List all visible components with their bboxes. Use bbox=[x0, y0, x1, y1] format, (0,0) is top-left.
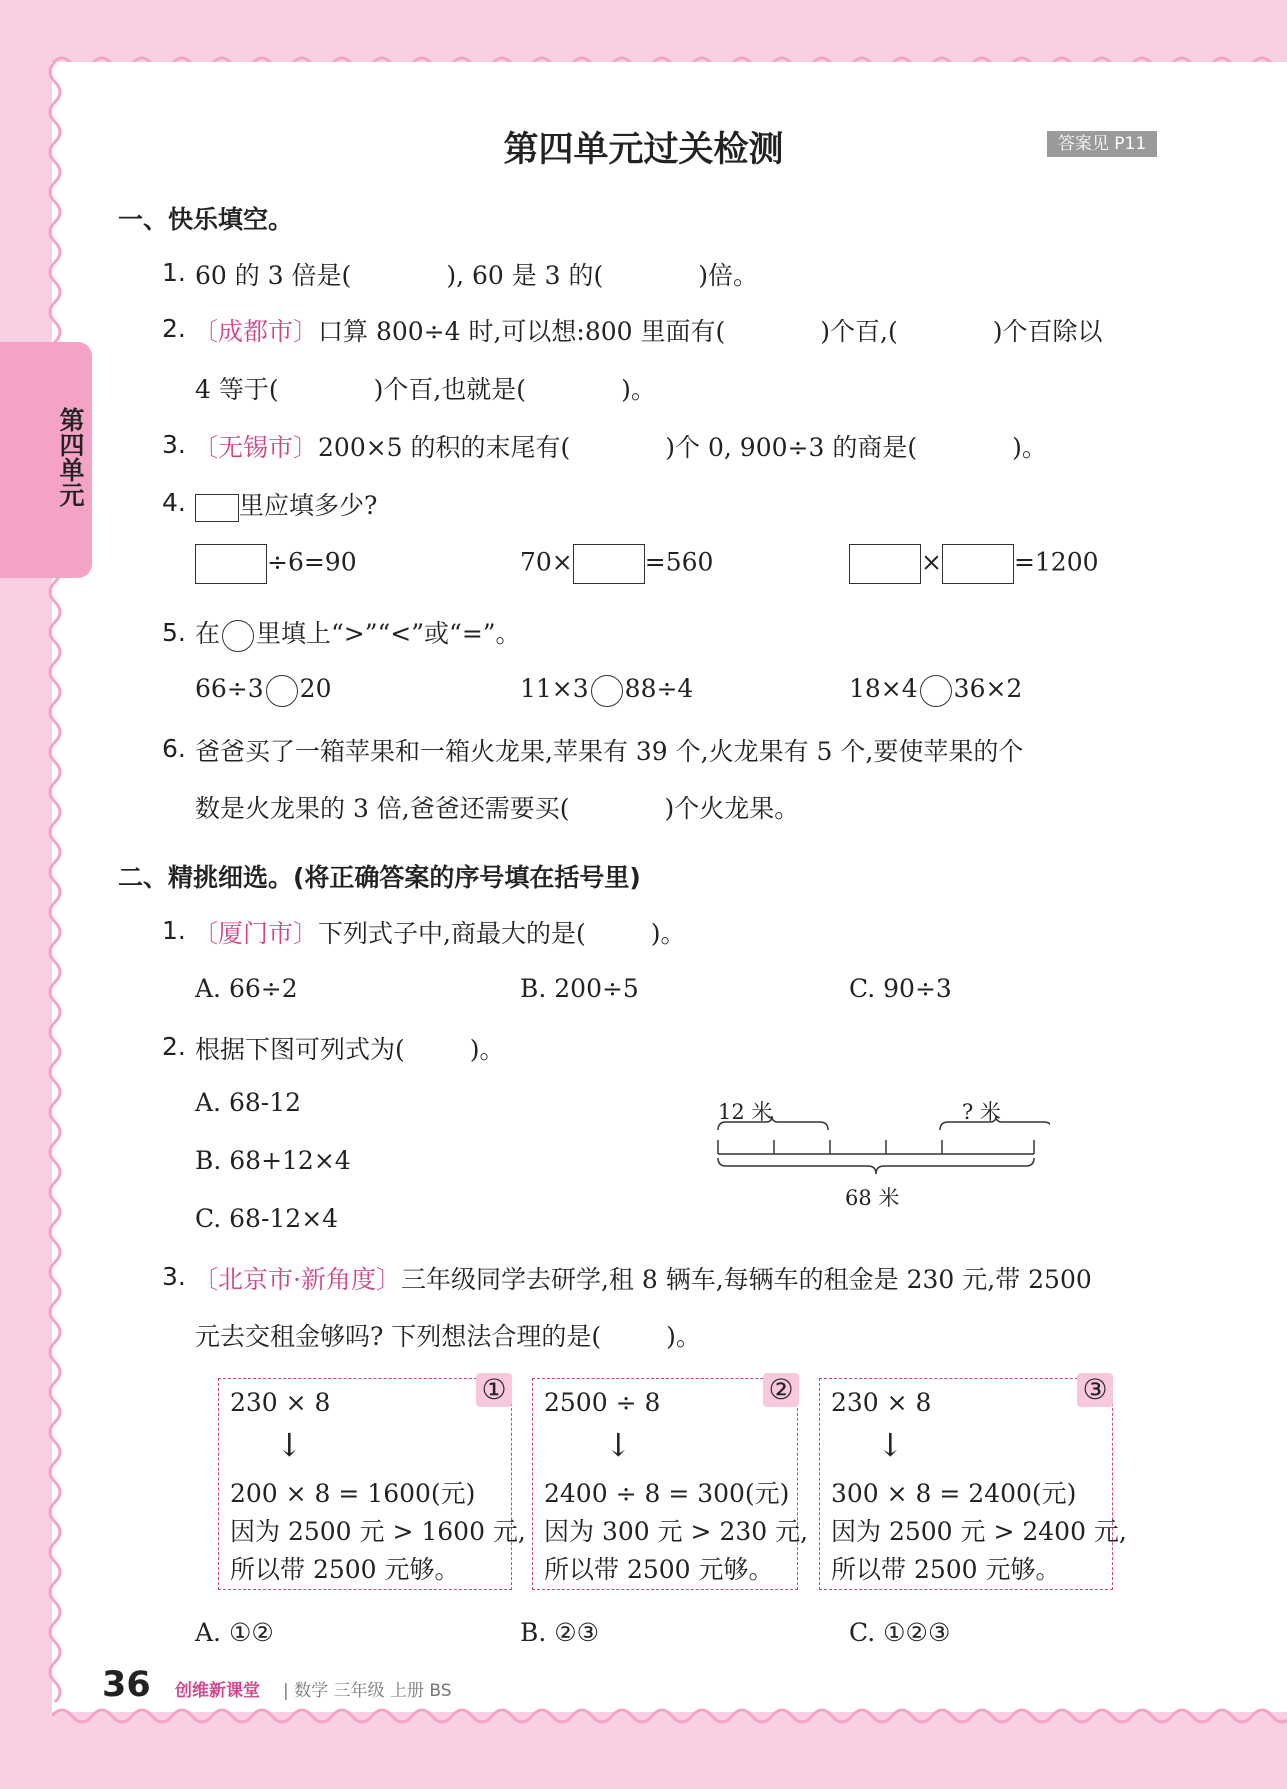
diagram-right-label: ? 米 bbox=[962, 1100, 1001, 1124]
s2-q3 bbox=[193, 1260, 1092, 1296]
compare-circle[interactable] bbox=[266, 675, 298, 707]
s2-q3-option-a[interactable]: A. ①② bbox=[195, 1618, 274, 1647]
box2-top: 2500 ÷ 8 bbox=[544, 1388, 661, 1417]
s1-q1 bbox=[195, 256, 758, 292]
arrow-down-icon: ↓ bbox=[877, 1426, 904, 1464]
s2-q3-line2 bbox=[195, 1317, 701, 1353]
s2-q3-line2-a: 元去交租金够吗? 下列想法合理的是( bbox=[195, 1322, 602, 1351]
unit-side-label: 第四单元 bbox=[59, 406, 85, 510]
s2-q2-option-c[interactable]: C. 68-12×4 bbox=[195, 1204, 339, 1233]
footer-subject-info: | 数学 三年级 上册 BS bbox=[283, 1681, 452, 1701]
box2-line1: 2400 ÷ 8 = 300(元) bbox=[544, 1479, 790, 1508]
q1-part1: 60 的 3 倍是( bbox=[195, 261, 352, 290]
box1-line3: 所以带 2500 元够。 bbox=[230, 1555, 460, 1584]
q2-part2: )个百,( bbox=[820, 317, 898, 346]
q6-number: 6. bbox=[162, 734, 186, 763]
q5-c2-left: 11×3 bbox=[520, 674, 589, 703]
s2-q1-part1: 下列式子中,商最大的是( bbox=[318, 919, 586, 948]
q2-line2-b: )个百,也就是( bbox=[373, 375, 527, 404]
s2-q2-option-a[interactable]: A. 68-12 bbox=[195, 1088, 302, 1117]
compare-circle[interactable] bbox=[591, 675, 623, 707]
arrow-down-icon: ↓ bbox=[605, 1426, 632, 1464]
q1-part3: )倍。 bbox=[698, 261, 759, 290]
s2-q3-part1: 三年级同学去研学,租 8 辆车,每辆车的租金是 230 元,带 2500 bbox=[400, 1265, 1092, 1294]
footer-brand: 创维新课堂 bbox=[175, 1681, 260, 1701]
s2-q2-part1: 根据下图可列式为( bbox=[195, 1035, 405, 1064]
s1-q6-line1: 爸爸买了一箱苹果和一箱火龙果,苹果有 39 个,火龙果有 5 个,要使苹果的个 bbox=[195, 737, 1024, 766]
diagram-total-label: 68 米 bbox=[845, 1186, 900, 1210]
diagram-left-label: 12 米 bbox=[718, 1100, 773, 1124]
section2-heading: 二、精挑细选。(将正确答案的序号填在括号里) bbox=[118, 863, 641, 892]
total-brace bbox=[718, 1158, 1034, 1174]
q4-expr3-b: =1200 bbox=[1013, 547, 1099, 577]
s2-q3-option-c[interactable]: C. ①②③ bbox=[849, 1618, 951, 1647]
box2-line2: 因为 300 元 > 230 元, bbox=[544, 1517, 809, 1546]
q4-expr3-a: × bbox=[921, 547, 942, 577]
q3-region-tag: 〔无锡市〕 bbox=[193, 433, 319, 462]
box3-top: 230 × 8 bbox=[831, 1388, 932, 1417]
bottom-wave-border bbox=[52, 1696, 1287, 1736]
s1-q4 bbox=[195, 486, 377, 522]
q5-c3-left: 18×4 bbox=[849, 674, 918, 703]
q4-expr2-a: 70× bbox=[520, 547, 573, 577]
s1-q3 bbox=[193, 428, 1047, 464]
s2-q1-option-a[interactable]: A. 66÷2 bbox=[195, 974, 298, 1003]
s2-q1-part2: )。 bbox=[650, 919, 686, 948]
answer-box[interactable] bbox=[195, 544, 267, 584]
s2-q3-region-tag: 〔北京市·新角度〕 bbox=[193, 1265, 401, 1294]
box1-top: 230 × 8 bbox=[230, 1388, 331, 1417]
s2-q2-option-b[interactable]: B. 68+12×4 bbox=[195, 1146, 351, 1175]
q3-number: 3. bbox=[162, 430, 186, 459]
box1-line1: 200 × 8 = 1600(元) bbox=[230, 1479, 476, 1508]
answer-box[interactable] bbox=[573, 544, 645, 584]
s2-q2-number: 2. bbox=[162, 1032, 186, 1061]
s2-q2-part2: )。 bbox=[469, 1035, 505, 1064]
box3-line1: 300 × 8 = 2400(元) bbox=[831, 1479, 1077, 1508]
q5-c2-right: 88÷4 bbox=[624, 674, 694, 703]
s2-q2 bbox=[195, 1030, 505, 1066]
s1-q2-line2 bbox=[195, 370, 656, 406]
arrow-down-icon: ↓ bbox=[276, 1426, 303, 1464]
answer-box[interactable] bbox=[849, 544, 921, 584]
blank-box-icon bbox=[195, 494, 239, 522]
q6-line2-b: )个火龙果。 bbox=[664, 794, 800, 823]
s2-q1-option-b[interactable]: B. 200÷5 bbox=[520, 974, 639, 1003]
q4-text: 里应填多少? bbox=[239, 491, 378, 520]
q4-expr1-text: ÷6=90 bbox=[267, 547, 357, 577]
box1-line2: 因为 2500 元 > 1600 元, bbox=[230, 1517, 526, 1546]
answer-box[interactable] bbox=[942, 544, 1014, 584]
q4-expr2-b: =560 bbox=[644, 547, 714, 577]
s1-q5 bbox=[195, 614, 521, 652]
answer-reference-badge: 答案见 P11 bbox=[1047, 131, 1157, 157]
q4-number: 4. bbox=[162, 488, 186, 517]
compare-circle[interactable] bbox=[920, 675, 952, 707]
q5-c1-left: 66÷3 bbox=[195, 674, 264, 703]
s2-q1-option-c[interactable]: C. 90÷3 bbox=[849, 974, 952, 1003]
q3-part3: )。 bbox=[1012, 433, 1047, 462]
s1-q2 bbox=[193, 312, 1103, 348]
box3-line2: 因为 2500 元 > 2400 元, bbox=[831, 1517, 1127, 1546]
q5-c1-right: 20 bbox=[299, 674, 332, 703]
q4-expr3 bbox=[849, 544, 1099, 584]
q2-region-tag: 〔成都市〕 bbox=[193, 317, 319, 346]
q6-line2-a: 数是火龙果的 3 倍,爸爸还需要买( bbox=[195, 794, 570, 823]
q5-text2: 里填上“>”“<”或“=”。 bbox=[256, 619, 521, 648]
badge-1: ① bbox=[476, 1373, 512, 1407]
q5-c3-right: 36×2 bbox=[953, 674, 1023, 703]
q2-part3: )个百除以 bbox=[992, 317, 1103, 346]
q5-compare3 bbox=[849, 674, 1022, 707]
q5-text1: 在 bbox=[195, 619, 221, 648]
q5-compare1 bbox=[195, 674, 331, 707]
q3-part2: )个 0, 900÷3 的商是( bbox=[665, 433, 918, 462]
badge-3: ③ bbox=[1077, 1373, 1113, 1407]
s2-q3-option-b[interactable]: B. ②③ bbox=[520, 1618, 600, 1647]
q1-part2: ), 60 是 3 的( bbox=[446, 261, 604, 290]
s2-q3-number: 3. bbox=[162, 1262, 186, 1291]
q2-line2-a: 4 等于( bbox=[195, 375, 279, 404]
s2-q3-line2-b: )。 bbox=[666, 1322, 701, 1351]
page-number: 36 bbox=[102, 1665, 151, 1705]
q4-expr1 bbox=[195, 544, 357, 584]
q2-number: 2. bbox=[162, 314, 186, 343]
q3-part1: 200×5 的积的末尾有( bbox=[318, 433, 571, 462]
badge-2: ② bbox=[763, 1373, 799, 1407]
s1-q6-line2 bbox=[195, 789, 799, 825]
box3-line3: 所以带 2500 元够。 bbox=[831, 1555, 1061, 1584]
circle-blank-icon bbox=[222, 620, 254, 652]
q1-number: 1. bbox=[162, 258, 186, 287]
s2-q1-region-tag: 〔厦门市〕 bbox=[193, 919, 319, 948]
q4-expr2 bbox=[520, 544, 713, 584]
section1-heading: 一、快乐填空。 bbox=[118, 205, 294, 234]
left-wave-border bbox=[40, 62, 70, 1712]
box2-line3: 所以带 2500 元够。 bbox=[544, 1555, 774, 1584]
page-title: 第四单元过关检测 bbox=[503, 130, 784, 170]
q5-number: 5. bbox=[162, 618, 186, 647]
q2-part1: 口算 800÷4 时,可以想:800 里面有( bbox=[318, 317, 726, 346]
s2-q1 bbox=[193, 914, 685, 950]
q2-line2-c: )。 bbox=[621, 375, 656, 404]
q5-compare2 bbox=[520, 674, 693, 707]
s2-q1-number: 1. bbox=[162, 916, 186, 945]
